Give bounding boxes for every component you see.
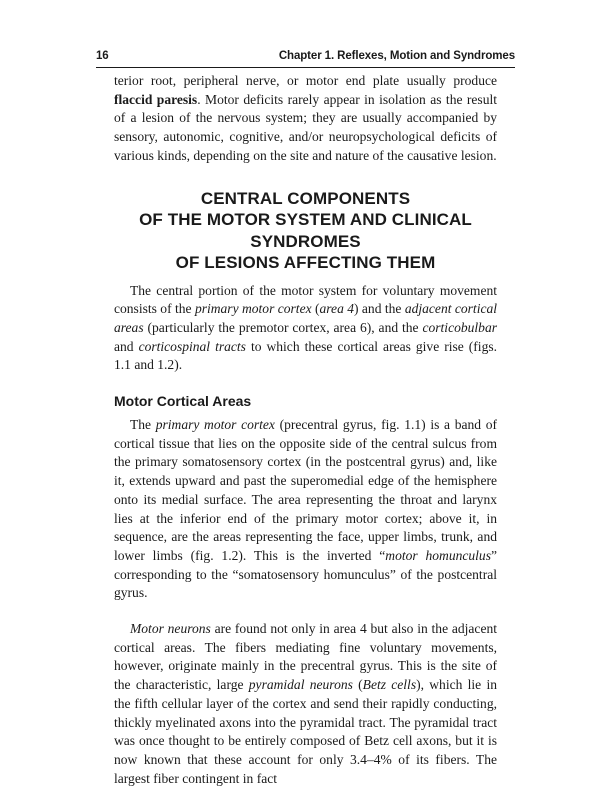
section-heading <box>114 188 497 274</box>
paragraph-continued: terior root, peripheral nerve, or motor end plate usually produce flaccid paresis. Motor deficits rarely appear in isolation as the result of a lesion of the nervous system; they are usually accompanied by sensory, autonomic, cognitive, and/or neuropsychological deficits of various kinds, depending on the site and nature of the causative lesion. <box>114 73 498 163</box>
paragraph-central-portion: The central portion of the motor system for voluntary movement consists of the primary motor cortex (area 4) and the adjacent cortical areas (particularly the premotor cortex, area 6), and the corticobulbar and corticospinal tracts to which these cortical areas give rise (figs. 1.1 and 1.2). <box>114 282 498 373</box>
subheading-motor-cortical-areas: Motor Cortical Areas <box>114 393 252 410</box>
paragraph-motor-neurons: Motor neurons are found not only in area 4 but also in the adjacent cortical areas. The fibers mediating fine voluntary movements, however, originate mainly in the precentral gyrus. This is the site of the characteristic, large pyramidal neurons (Betz cells), which lie in the fifth cellular layer of the cortex and send their rapidly conducting, thickly myelinated axons into the pyramidal tract. The pyramidal tract was once thought to be entirely composed of Betz cell axons, but it is now known that these account for only 3.4–4% of its fibers. The largest fiber contingent in fact <box>114 621 497 786</box>
section-heading-line: CENTRAL COMPONENTS <box>200 188 411 208</box>
paragraph-gap <box>114 603 497 620</box>
page-number: 16 <box>96 50 109 62</box>
paragraph-primary-motor-cortex: The primary motor cortex (precentral gyrus, fig. 1.1) is a band of cortical tissue that lies on the opposite side of the central sulcus from the primary somatosensory cortex (in the postcentral gyrus) and, like it, extends upward and past the superomedial edge of the hemisphere onto its medial surface. The area representing the throat and larynx lies at the inferior end of the primary motor cortex; above it, in sequence, are the areas representing the face, upper limbs, trunk, and lower limbs (fig. 1.2). This is the inverted “motor homunculus” corresponding to the “somatosensory homunculus” of the postcentral gyrus. <box>114 417 497 601</box>
chapter-title: Chapter 1. Reflexes, Motion and Syndromes <box>278 50 515 62</box>
section-heading-line: OF LESIONS AFFECTING THEM <box>175 253 436 273</box>
term-flaccid-paresis: flaccid paresis <box>114 91 198 107</box>
running-head <box>96 50 515 68</box>
header-rule <box>96 67 515 68</box>
section-heading-line: OF THE MOTOR SYSTEM AND CLINICAL SYNDROMES <box>139 210 472 251</box>
page-body <box>114 72 497 788</box>
